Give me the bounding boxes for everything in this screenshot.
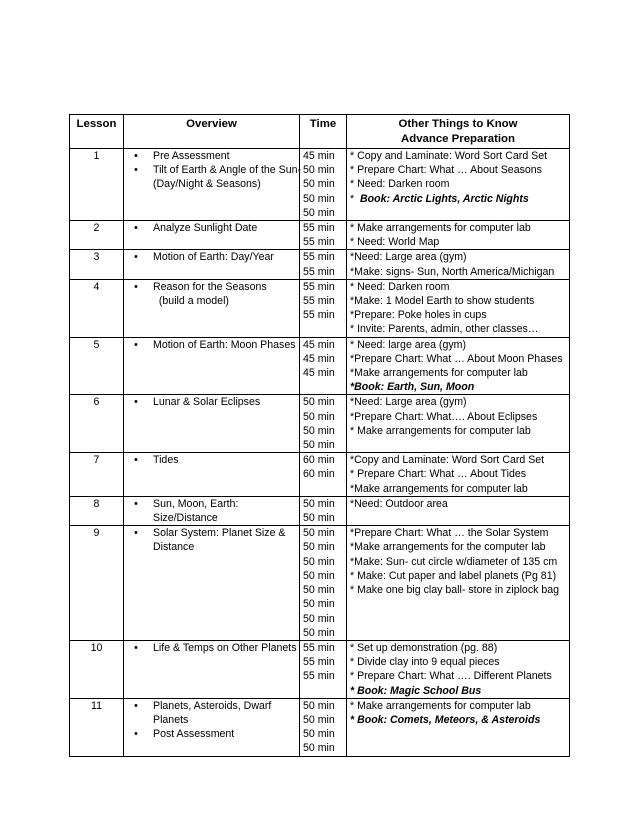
note-line (350, 583, 566, 597)
table-body (70, 149, 570, 757)
time-value: 50 min (303, 410, 335, 423)
note-line (350, 540, 566, 554)
table-row (70, 496, 570, 525)
overview-cell (124, 496, 300, 525)
overview-item (127, 395, 296, 409)
note-line (350, 467, 566, 481)
notes-cell (347, 279, 570, 337)
note-text: *Prepare Chart: What … About Moon Phases (350, 352, 563, 365)
time-cell (300, 149, 347, 221)
time-value: 50 min (303, 424, 335, 437)
bullet-icon: • (134, 396, 138, 409)
time-cell (300, 337, 347, 395)
overview-cell (124, 395, 300, 453)
bullet-icon: • (134, 251, 138, 264)
overview-cell (124, 453, 300, 497)
note-line (350, 482, 566, 496)
note-text: * Need: large area (gym) (350, 338, 466, 351)
note-line (350, 322, 566, 336)
table-row (70, 453, 570, 497)
header-notes (347, 115, 570, 149)
time-value: 50 min (303, 396, 335, 409)
time-value: 50 min (303, 626, 335, 639)
time-value: 50 min (303, 569, 335, 582)
time-value: 55 min (303, 251, 335, 264)
note-text: * Make: Cut paper and label planets (Pg 81) (350, 569, 557, 582)
note-line (350, 684, 566, 698)
note-text: *Copy and Laminate: Word Sort Card Set (350, 454, 545, 467)
header-notes-line2: Advance Preparation (401, 133, 515, 145)
time-value: 50 min (303, 555, 335, 568)
bullet-icon: • (134, 454, 138, 467)
note-text: *Prepare Chart: What … the Solar System (350, 527, 549, 540)
note-line (350, 280, 566, 294)
time-value: 50 min (303, 742, 335, 755)
note-line (350, 526, 566, 540)
overview-text: Analyze Sunlight Date (153, 222, 258, 235)
time-value: 45 min (303, 352, 335, 365)
note-text: * Book: Comets, Meteors, & Asteroids (350, 713, 541, 726)
note-text: *Make arrangements for the computer lab (350, 541, 546, 554)
note-text: *Prepare Chart: What…. About Eclipses (350, 410, 538, 423)
note-text: * Set up demonstration (pg. 88) (350, 641, 498, 654)
overview-text: (Day/Night & Seasons) (153, 178, 261, 191)
time-value: 60 min (303, 454, 335, 467)
note-line (350, 221, 566, 235)
note-line (350, 424, 566, 438)
table-row (70, 337, 570, 395)
note-text: * Prepare Chart: What …. Different Planets (350, 670, 552, 683)
note-text: *Need: Large area (gym) (350, 251, 467, 264)
header-lesson: Lesson (70, 115, 124, 149)
bullet-icon: • (134, 728, 138, 741)
time-value: 50 min (303, 699, 335, 712)
note-line (350, 308, 566, 322)
table-row (70, 149, 570, 221)
note-text: * Invite: Parents, admin, other classes… (350, 323, 539, 336)
time-value: 55 min (303, 280, 335, 293)
time-value: 50 min (303, 541, 335, 554)
bullet-icon: • (134, 280, 138, 293)
note-line (350, 453, 566, 467)
note-line (350, 177, 566, 191)
table-row (70, 698, 570, 756)
overview-item (127, 280, 296, 308)
overview-list (127, 338, 296, 352)
bullet-icon: • (134, 497, 138, 510)
time-cell (300, 526, 347, 641)
overview-item (127, 221, 296, 235)
note-line (350, 192, 566, 206)
notes-cell (347, 250, 570, 279)
table-header-row (70, 115, 570, 149)
note-text: * Prepare Chart: What … About Tides (350, 468, 527, 481)
time-cell (300, 496, 347, 525)
time-value: 50 min (303, 178, 335, 191)
time-cell (300, 640, 347, 698)
overview-list (127, 221, 296, 235)
overview-list (127, 699, 296, 742)
overview-item (127, 338, 296, 352)
note-text: *Make: 1 Model Earth to show students (350, 295, 535, 308)
overview-item (127, 453, 296, 467)
overview-cell (124, 279, 300, 337)
note-line (350, 338, 566, 352)
note-text: * Need: Darken room (350, 178, 450, 191)
note-line (350, 699, 566, 713)
time-value: 50 min (303, 512, 335, 525)
overview-list (127, 641, 296, 655)
time-value: 50 min (303, 612, 335, 625)
notes-cell (347, 221, 570, 250)
overview-list (127, 149, 302, 192)
overview-cell (124, 526, 300, 641)
note-text: * Make arrangements for computer lab (350, 699, 531, 712)
note-line (350, 352, 566, 366)
overview-item (127, 149, 296, 163)
time-value: 45 min (303, 150, 335, 162)
lesson-number: 3 (70, 250, 124, 279)
notes-cell (347, 337, 570, 395)
time-cell (300, 279, 347, 337)
note-text: *Book: Earth, Sun, Moon (350, 381, 475, 394)
time-value: 50 min (303, 713, 335, 726)
overview-text: Life & Temps on Other Planets (153, 641, 297, 654)
note-line (350, 641, 566, 655)
overview-list (127, 526, 296, 554)
time-value: 45 min (303, 367, 335, 380)
table-row (70, 640, 570, 698)
overview-text: Motion of Earth: Day/Year (153, 251, 274, 264)
header-time: Time (300, 115, 347, 149)
note-text: * Make one big clay ball- store in ziplock bag (350, 584, 560, 597)
overview-list (127, 250, 296, 264)
bullet-icon: • (134, 699, 138, 712)
time-cell (300, 453, 347, 497)
note-text: * Book: Magic School Bus (350, 684, 482, 697)
lesson-number: 1 (70, 149, 124, 221)
overview-text: Tides (153, 454, 179, 467)
note-line (350, 294, 566, 308)
time-value: 50 min (303, 439, 335, 452)
note-text: * Prepare Chart: What … About Seasons (350, 164, 542, 177)
note-text: * Divide clay into 9 equal pieces (350, 656, 500, 669)
lesson-number: 6 (70, 395, 124, 453)
overview-text: Planets (153, 713, 189, 726)
lesson-number: 7 (70, 453, 124, 497)
note-text: *Make arrangements for computer lab (350, 482, 528, 495)
overview-text: Tilt of Earth & Angle of the Sun- (153, 164, 302, 177)
bullet-icon: • (134, 641, 138, 654)
time-value: 55 min (303, 265, 335, 278)
time-value: 55 min (303, 222, 335, 235)
lesson-plan-table (69, 114, 570, 757)
overview-text: Size/Distance (153, 512, 218, 525)
table-row (70, 250, 570, 279)
time-cell (300, 221, 347, 250)
note-line (350, 569, 566, 583)
note-text: * Need: Darken room (350, 280, 450, 293)
time-value: 50 min (303, 598, 335, 611)
note-line (350, 555, 566, 569)
note-text: Book: Arctic Lights, Arctic Nights (360, 192, 529, 205)
note-text: *Need: Large area (gym) (350, 396, 467, 409)
time-value: 50 min (303, 584, 335, 597)
overview-cell (124, 337, 300, 395)
lesson-number: 9 (70, 526, 124, 641)
note-prefix: * (350, 192, 361, 205)
note-text: * Make arrangements for computer lab (350, 222, 531, 235)
note-text: * Need: World Map (350, 236, 440, 249)
notes-cell (347, 149, 570, 221)
note-text: *Make: signs- Sun, North America/Michigan (350, 265, 555, 278)
note-text: * Copy and Laminate: Word Sort Card Set (350, 150, 548, 162)
time-cell (300, 698, 347, 756)
overview-cell (124, 698, 300, 756)
overview-text: Distance (153, 541, 195, 554)
time-value: 50 min (303, 527, 335, 540)
overview-text: Lunar & Solar Eclipses (153, 396, 261, 409)
overview-item (127, 163, 302, 191)
note-line (350, 669, 566, 683)
notes-cell (347, 526, 570, 641)
overview-item (127, 727, 296, 741)
overview-text: Sun, Moon, Earth: (153, 497, 239, 510)
note-text: *Prepare: Poke holes in cups (350, 309, 487, 322)
note-line (350, 713, 566, 727)
time-value: 50 min (303, 206, 335, 219)
note-line (350, 235, 566, 249)
overview-list (127, 280, 296, 308)
lesson-number: 11 (70, 698, 124, 756)
bullet-icon: • (134, 164, 138, 177)
notes-cell (347, 395, 570, 453)
note-line (350, 410, 566, 424)
overview-cell (124, 250, 300, 279)
time-value: 55 min (303, 641, 335, 654)
header-notes-line1: Other Things to Know (398, 118, 518, 130)
note-line (350, 497, 566, 511)
lesson-number: 5 (70, 337, 124, 395)
bullet-icon: • (134, 527, 138, 540)
overview-text: Post Assessment (153, 728, 235, 741)
overview-cell (124, 149, 300, 221)
note-line (350, 380, 566, 394)
note-line (350, 395, 566, 409)
time-value: 45 min (303, 338, 335, 351)
overview-text: Solar System: Planet Size & (153, 527, 286, 540)
overview-text: Pre Assessment (153, 150, 230, 162)
note-line (350, 655, 566, 669)
overview-item (127, 526, 296, 554)
overview-item (127, 250, 296, 264)
overview-text: Planets, Asteroids, Dwarf (153, 699, 272, 712)
bullet-icon: • (134, 150, 138, 162)
time-value: 55 min (303, 670, 335, 683)
notes-cell (347, 453, 570, 497)
time-value: 55 min (303, 309, 335, 322)
time-value: 55 min (303, 236, 335, 249)
note-text: *Make: Sun- cut circle w/diameter of 135 cm (350, 555, 558, 568)
time-value: 50 min (303, 497, 335, 510)
overview-item (127, 641, 296, 655)
note-text: *Make arrangements for computer lab (350, 367, 528, 380)
time-value: 50 min (303, 164, 335, 177)
time-value: 55 min (303, 656, 335, 669)
table-row (70, 526, 570, 641)
note-line (350, 366, 566, 380)
overview-text: Motion of Earth: Moon Phases (153, 338, 296, 351)
note-line (350, 163, 566, 177)
overview-text: Reason for the Seasons (153, 280, 267, 293)
time-value: 55 min (303, 295, 335, 308)
time-value: 50 min (303, 192, 335, 205)
bullet-icon: • (134, 338, 138, 351)
table-row (70, 221, 570, 250)
table-row (70, 279, 570, 337)
overview-list (127, 395, 296, 409)
time-cell (300, 250, 347, 279)
overview-text: (build a model) (153, 295, 229, 308)
notes-cell (347, 698, 570, 756)
bullet-icon: • (134, 222, 138, 235)
lesson-number: 10 (70, 640, 124, 698)
overview-list (127, 453, 296, 467)
time-value: 50 min (303, 728, 335, 741)
lesson-number: 8 (70, 496, 124, 525)
notes-cell (347, 496, 570, 525)
header-overview: Overview (124, 115, 300, 149)
note-line (350, 250, 566, 264)
overview-cell (124, 640, 300, 698)
table-row (70, 395, 570, 453)
note-line (350, 265, 566, 279)
overview-item (127, 497, 296, 525)
overview-list (127, 497, 296, 525)
lesson-number: 4 (70, 279, 124, 337)
note-line (350, 149, 566, 163)
overview-item (127, 699, 296, 727)
overview-cell (124, 221, 300, 250)
note-text: *Need: Outdoor area (350, 497, 448, 510)
note-text: * Make arrangements for computer lab (350, 424, 531, 437)
time-value: 60 min (303, 468, 335, 481)
lesson-number: 2 (70, 221, 124, 250)
notes-cell (347, 640, 570, 698)
time-cell (300, 395, 347, 453)
